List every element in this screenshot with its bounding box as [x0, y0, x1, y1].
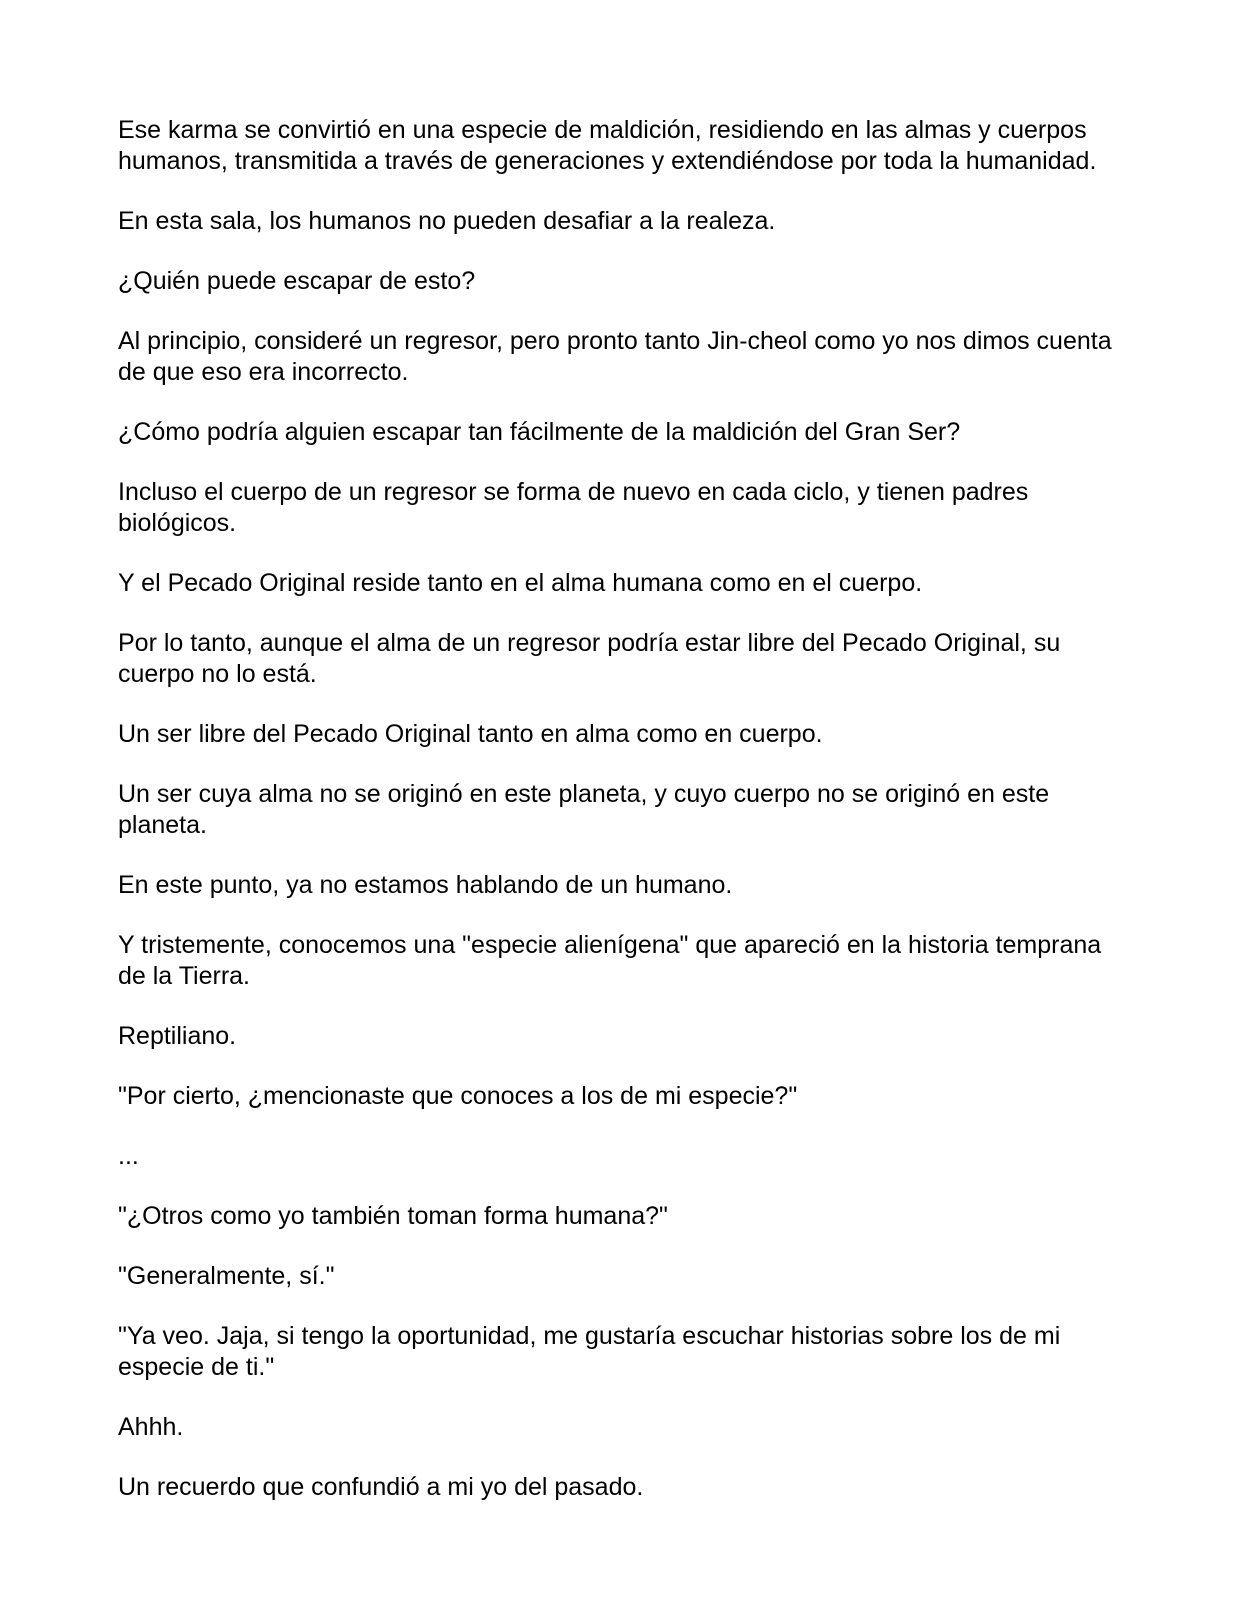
paragraph-14: "Por cierto, ¿mencionaste que conoces a los de mi especie?": [118, 1082, 798, 1110]
paragraph-19: Ahhh.: [118, 1413, 184, 1441]
paragraph-16: "¿Otros como yo también toman forma humana?": [118, 1202, 668, 1230]
paragraph-20: Un recuerdo que confundió a mi yo del pasado.: [118, 1473, 644, 1501]
paragraph-10: Un ser cuya alma no se originó en este planeta, y cuyo cuerpo no se originó en este planeta.: [118, 780, 1050, 839]
paragraph-5: ¿Cómo podría alguien escapar tan fácilmente de la maldición del Gran Ser?: [118, 418, 961, 446]
paragraph-7: Y el Pecado Original reside tanto en el alma humana como en el cuerpo.: [118, 569, 923, 597]
paragraph-13: Reptiliano.: [118, 1022, 237, 1050]
paragraph-4: Al principio, consideré un regresor, pero pronto tanto Jin-cheol como yo nos dimos cuenta de que eso era incorrecto.: [118, 327, 1112, 386]
paragraph-8: Por lo tanto, aunque el alma de un regresor podría estar libre del Pecado Original, su cuerpo no lo está.: [118, 629, 1061, 688]
paragraph-18: "Ya veo. Jaja, si tengo la oportunidad, me gustaría escuchar historias sobre los de mi especie de ti.": [118, 1322, 1061, 1381]
paragraph-3: ¿Quién puede escapar de esto?: [118, 267, 476, 295]
paragraph-12: Y tristemente, conocemos una "especie alienígena" que apareció en la historia temprana de la Tierra.: [118, 931, 1102, 990]
text-body: [118, 115, 1128, 1532]
paragraph-6: Incluso el cuerpo de un regresor se forma de nuevo en cada ciclo, y tienen padres biológicos.: [118, 478, 1029, 537]
paragraph-15: ...: [118, 1142, 139, 1170]
paragraph-9: Un ser libre del Pecado Original tanto en alma como en cuerpo.: [118, 720, 823, 748]
paragraph-17: "Generalmente, sí.": [118, 1262, 335, 1290]
paragraph-2: En esta sala, los humanos no pueden desafiar a la realeza.: [118, 207, 776, 235]
paragraph-11: En este punto, ya no estamos hablando de un humano.: [118, 871, 733, 899]
paragraph-1: Ese karma se convirtió en una especie de maldición, residiendo en las almas y cuerpos humanos, transmitida a través de generaciones y extendiéndose por toda la humanidad.: [118, 116, 1097, 175]
